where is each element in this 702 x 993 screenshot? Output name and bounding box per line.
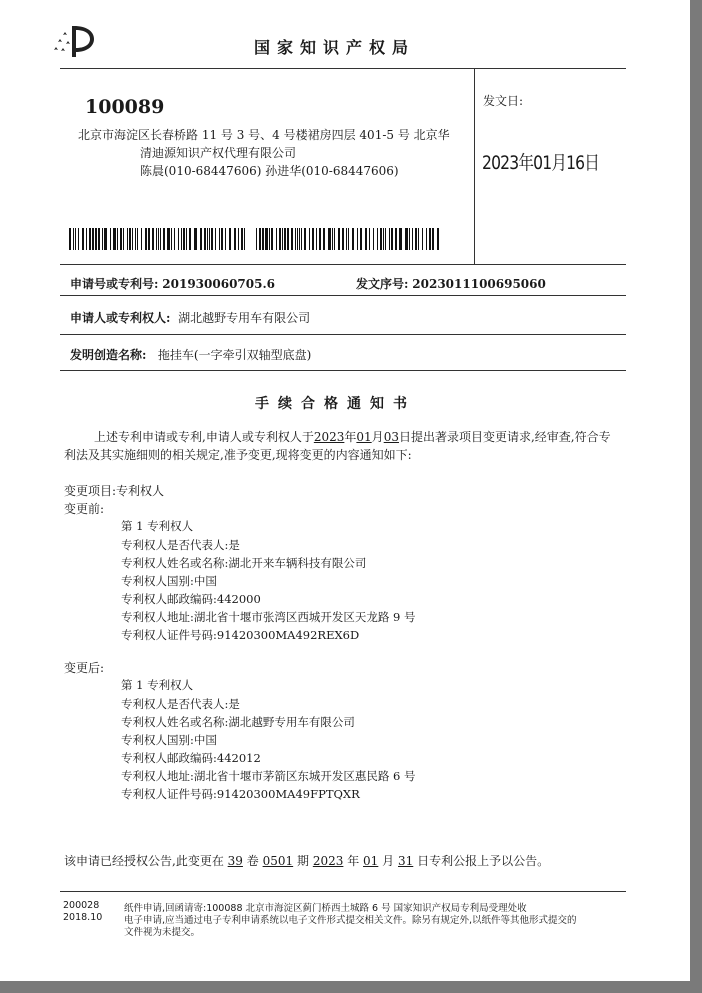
footer-line: 电子申请,应当通过电子专利申请系统以电子文件形式提交相关文件。除另有规定外,以纸件等其他形式提交的 <box>124 915 577 926</box>
footer-code: 2018.10 <box>63 912 103 923</box>
intro-line-2: 利法及其实施细则的相关规定,准予变更,现将变更的内容通知如下: <box>64 448 412 462</box>
announcement-line: 该申请已经授权公告,此变更在 39 卷 0501 期 2023 年 01 月 31 日专利公报上予以公告。 <box>64 854 550 868</box>
org-title: 国家知识产权局 <box>254 38 416 57</box>
postcode: 100089 <box>85 96 165 118</box>
intro-line-1: 上述专利申请或专利,申请人或专利权人于2023年01月03日提出著录项目变更请求,经审查,符合专 <box>94 430 611 444</box>
after-line: 专利权人地址:湖北省十堰市茅箭区东城开发区惠民路 6 号 <box>121 769 416 783</box>
date-label: 发文日: <box>483 94 524 108</box>
invention-value: 拖挂车(一字牵引双轴型底盘) <box>157 348 312 362</box>
divider <box>60 264 626 265</box>
after-label: 变更后: <box>64 661 105 675</box>
before-line: 专利权人是否代表人:是 <box>121 538 240 552</box>
app-number-field <box>70 275 275 292</box>
notice-title: 手续合格通知书 <box>255 396 416 412</box>
before-label: 变更前: <box>64 502 105 516</box>
divider <box>60 68 626 69</box>
serial-label: 发文序号: <box>356 277 409 291</box>
owner-value: 湖北越野专用车有限公司 <box>178 311 311 325</box>
barcode-image <box>69 228 245 250</box>
after-line: 第 1 专利权人 <box>121 678 194 692</box>
cnipa-logo-icon <box>52 24 100 58</box>
address-line: 陈晨(010-68447606) 孙进华(010-68447606) <box>140 164 399 178</box>
invention-label: 发明创造名称: <box>70 348 147 362</box>
change-item: 变更项目:专利权人 <box>64 484 165 498</box>
serial-value: 2023011100695060 <box>412 277 546 291</box>
footer-line: 文件视为未提交。 <box>124 927 201 938</box>
after-line: 专利权人是否代表人:是 <box>121 697 240 711</box>
after-line: 专利权人国别:中国 <box>121 733 217 747</box>
invention-field <box>70 346 311 363</box>
after-line: 专利权人邮政编码:442012 <box>121 751 261 765</box>
divider <box>60 334 626 335</box>
before-line: 专利权人证件号码:91420300MA492REX6D <box>121 628 360 642</box>
before-line: 专利权人地址:湖北省十堰市张湾区西城开发区天龙路 9 号 <box>121 610 416 624</box>
after-line: 专利权人姓名或名称:湖北越野专用车有限公司 <box>121 715 355 729</box>
divider <box>60 370 626 371</box>
footer-code: 200028 <box>63 900 100 911</box>
page-shadow-right <box>690 0 702 993</box>
divider <box>474 68 475 264</box>
owner-label: 申请人或专利权人: <box>70 311 171 325</box>
before-line: 专利权人姓名或名称:湖北开来车辆科技有限公司 <box>121 556 367 570</box>
address-line: 清迪源知识产权代理有限公司 <box>140 146 297 160</box>
app-number-value: 201930060705.6 <box>162 277 275 291</box>
barcode-image <box>256 228 440 250</box>
issue-date: 2023年01月16日 <box>482 152 600 174</box>
address-line: 北京市海淀区长春桥路 11 号 3 号、4 号楼裙房四层 401-5 号 北京华 <box>78 128 450 142</box>
after-line: 专利权人证件号码:91420300MA49FPTQXR <box>121 787 360 801</box>
before-line: 第 1 专利权人 <box>121 519 194 533</box>
app-number-label: 申请号或专利号: <box>70 277 159 291</box>
divider <box>60 295 626 296</box>
before-line: 专利权人邮政编码:442000 <box>121 592 261 606</box>
serial-field <box>356 275 546 292</box>
footer-divider <box>60 891 626 892</box>
page-shadow-bottom <box>0 981 702 993</box>
before-line: 专利权人国别:中国 <box>121 574 217 588</box>
footer-line: 纸件申请,回函请寄:100088 北京市海淀区蓟门桥西土城路 6 号 国家知识产权局专利局受理处收 <box>124 903 527 914</box>
owner-field <box>70 309 310 326</box>
